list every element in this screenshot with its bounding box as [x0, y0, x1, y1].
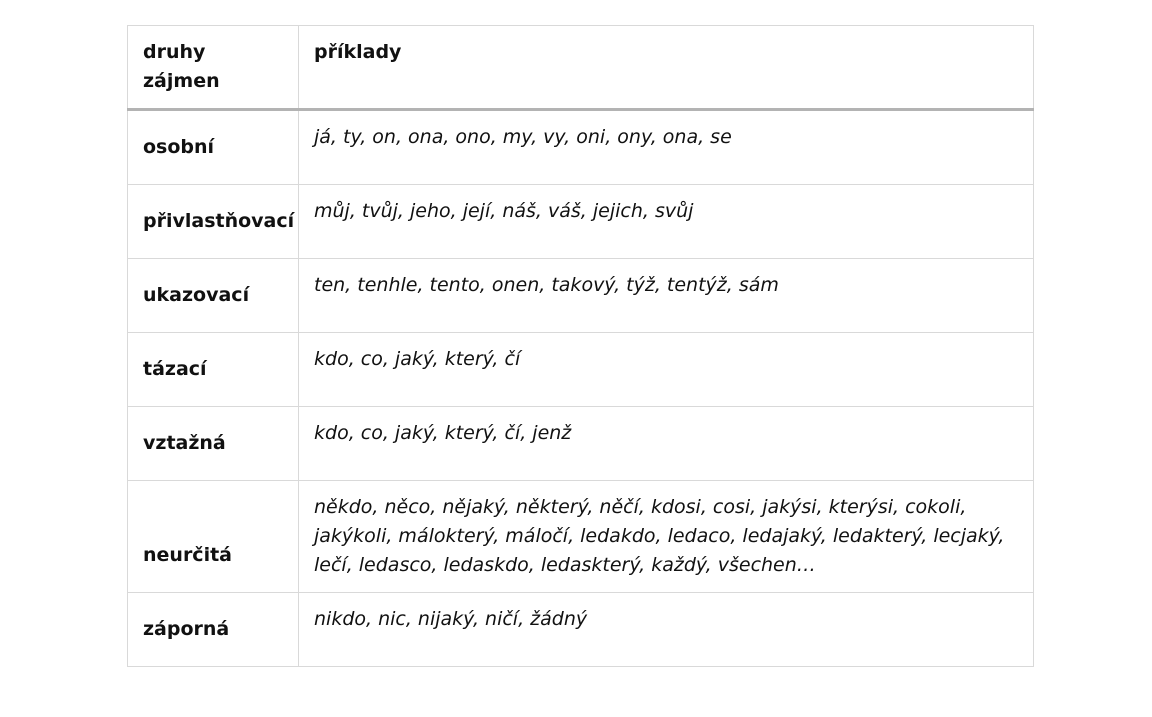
table-row: [128, 407, 1034, 481]
examples-cell: kdo, co, jaký, který, čí: [299, 333, 1034, 407]
table-row: [128, 185, 1034, 259]
table-row: [128, 593, 1034, 667]
pronoun-type-cell: osobní: [128, 110, 299, 185]
pronoun-type-cell: vztažná: [128, 407, 299, 481]
examples-cell: ten, tenhle, tento, onen, takový, týž, tentýž, sám: [299, 259, 1034, 333]
table-body: [128, 110, 1034, 667]
examples-cell: nikdo, nic, nijaký, ničí, žádný: [299, 593, 1034, 667]
header-row: [128, 26, 1034, 110]
pronoun-type-cell: přivlastňovací: [128, 185, 299, 259]
table-row: [128, 333, 1034, 407]
table-row: [128, 259, 1034, 333]
examples-cell: někdo, něco, nějaký, některý, něčí, kdosi, cosi, jakýsi, kterýsi, cokoli, jakýkoli, málokterý, máločí, ledakdo, ledaco, ledajaký, ledakterý, lecjaký, lečí, ledasco, ledaskdo, ledaskterý, každý, všechen…: [299, 481, 1034, 593]
pronoun-type-cell: záporná: [128, 593, 299, 667]
examples-cell: můj, tvůj, jeho, její, náš, váš, jejich, svůj: [299, 185, 1034, 259]
table-row: [128, 110, 1034, 185]
examples-cell: já, ty, on, ona, ono, my, vy, oni, ony, ona, se: [299, 110, 1034, 185]
pronoun-type-cell: neurčitá: [128, 481, 299, 593]
table-row: [128, 481, 1034, 593]
table-header: [128, 26, 1034, 110]
pronoun-type-cell: ukazovací: [128, 259, 299, 333]
pronoun-type-cell: tázací: [128, 333, 299, 407]
pronoun-types-table: [127, 25, 1034, 667]
examples-cell: kdo, co, jaký, který, čí, jenž: [299, 407, 1034, 481]
header-examples: příklady: [299, 26, 1034, 110]
header-pronoun-types: druhy zájmen: [128, 26, 299, 110]
